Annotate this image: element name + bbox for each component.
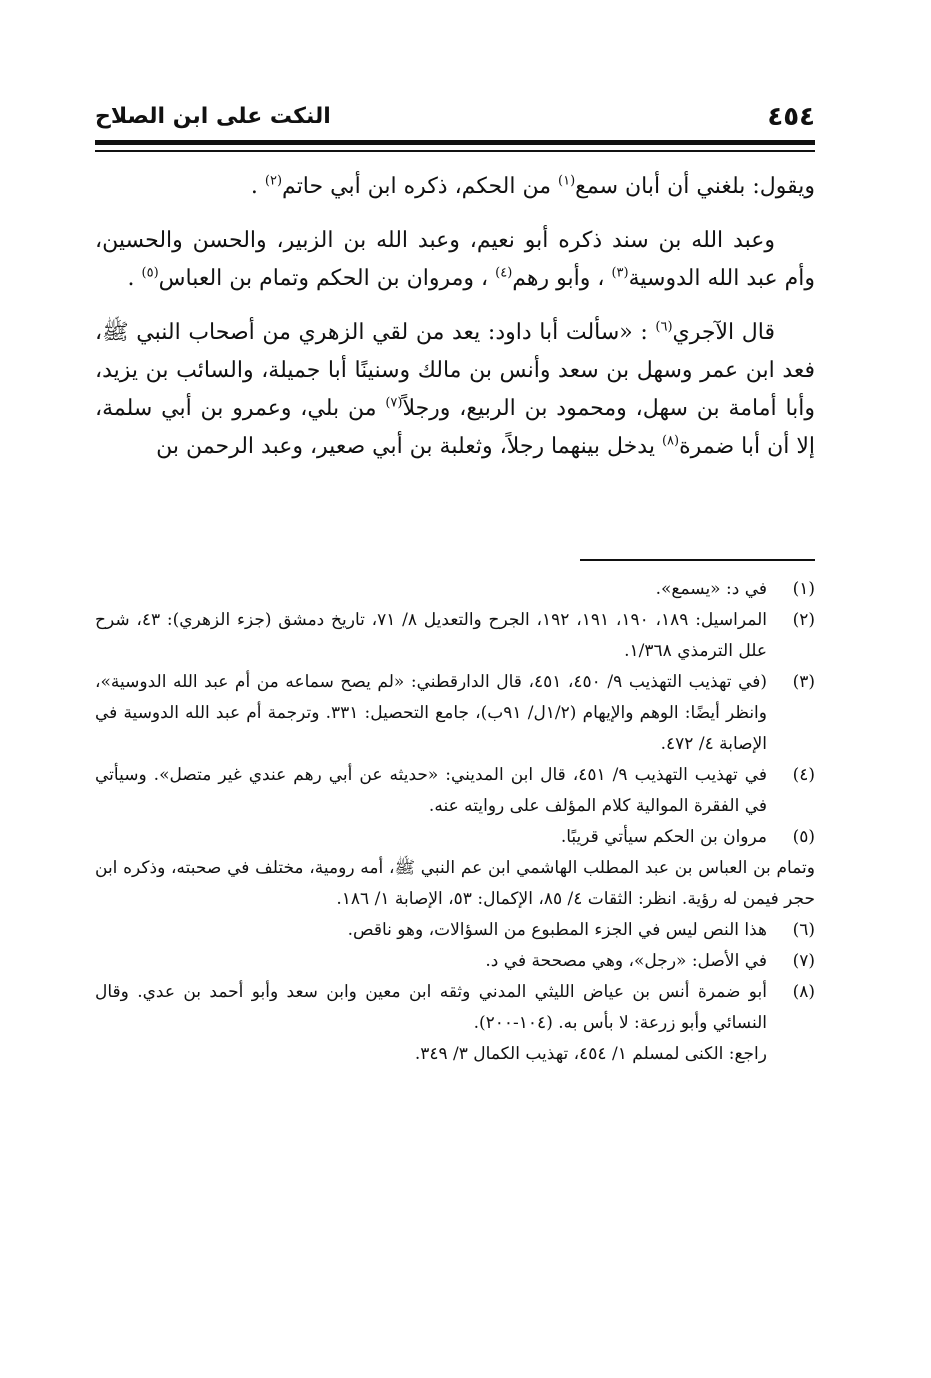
page-header — [95, 100, 815, 136]
footnote-4 — [95, 760, 815, 822]
footnote-ref-2: (٢) — [264, 173, 283, 189]
footnote-ref-5: (٥) — [141, 265, 159, 281]
running-title: النكت على ابن الصلاح — [95, 104, 331, 129]
footnote-1 — [95, 574, 815, 605]
footnote-ref-3: (٣) — [611, 265, 629, 281]
footnote-number: (٢) — [792, 610, 815, 630]
paragraph-1 — [95, 168, 815, 206]
main-text — [95, 168, 815, 466]
footnote-number: (٨) — [792, 982, 815, 1002]
footnote-3 — [95, 667, 815, 760]
paragraph-3 — [95, 314, 815, 466]
footnote-number: (٦) — [792, 920, 815, 940]
text-span: ويقول: بلغني أن أبان سمع — [575, 174, 815, 199]
footnote-ref-8: (٨) — [661, 433, 680, 449]
footnote-text: في د: «يسمع». — [655, 579, 767, 599]
footnote-ref-4: (٤) — [495, 265, 513, 281]
footnote-text: مروان بن الحكم سيأتي قريبًا. — [560, 827, 767, 847]
footnote-ref-6: (٦) — [655, 319, 673, 335]
page-number: ٤٥٤ — [767, 102, 815, 132]
footnote-text: في الأصل: «رجل»، وهي مصححة في د. — [485, 951, 767, 971]
footnote-8 — [95, 977, 815, 1039]
text-span: وعبد الله بن سند ذكره أبو نعيم، وعبد الله بن الزبير، والحسن والحسين، وأم عبد الله الدوسية — [95, 228, 815, 291]
header-rule-thick — [95, 140, 815, 145]
footnote-5 — [95, 822, 815, 853]
footnote-ref-7: (٧) — [385, 395, 403, 411]
text-span: من بلي، وعمرو بن أبي سلمة، إلا أن أبا ضمرة — [95, 396, 815, 459]
text-span: : «سألت أبا داود: يعد من لقي الزهري من أصحاب النبي ﷺ، فعد ابن عمر وسهل بن سعد وأنس بن مالك وسنينًا أبا جميلة، والسائب بن يزيد، وأبا أمامة بن سهل، ومحمود بن الربيع، ورجلاً — [95, 320, 816, 421]
text-span: . — [250, 174, 265, 199]
footnotes — [95, 574, 815, 1070]
text-span: يدخل بينهما رجلاً، وثعلبة بن أبي صعير، وعبد الرحمن بن — [156, 434, 662, 459]
text-span: من الحكم، ذكره ابن أبي حاتم — [282, 174, 559, 199]
footnote-number: (٤) — [792, 765, 815, 785]
header-rule-thin — [95, 150, 815, 152]
text-span: ، ومروان بن الحكم وتمام بن العباس — [158, 266, 496, 291]
text-span: . — [127, 266, 142, 291]
footnote-8-continuation: راجع: الكنى لمسلم ١/ ٤٥٤، تهذيب الكمال ٣/ ٣٤٩. — [414, 1044, 767, 1064]
footnote-2 — [95, 605, 815, 667]
footnote-number: (٣) — [792, 672, 815, 692]
footnote-number: (٧) — [792, 951, 815, 971]
text-span: ، وأبو رهم — [512, 266, 612, 291]
footnote-text: المراسيل: ١٨٩، ١٩٠، ١٩١، ١٩٢، الجرح والتعديل ٨/ ٧١، تاريخ دمشق (جزء الزهري): ٤٣، شرح علل الترمذي ١/٣٦٨. — [95, 610, 768, 661]
footnote-text: هذا النص ليس في الجزء المطبوع من السؤالات، وهو ناقص. — [347, 920, 767, 940]
footnote-number: (٥) — [792, 827, 815, 847]
text-span: قال الآجري — [672, 320, 775, 345]
footnote-6 — [95, 915, 815, 946]
footnote-text: في تهذيب التهذيب ٩/ ٤٥١، قال ابن المديني: «حديثه عن أبي رهم عندي غير متصل». وسيأتي في الفقرة الموالية كلام المؤلف على روايته عنه. — [95, 765, 768, 816]
footnote-5-continuation: وتمام بن العباس بن عبد المطلب الهاشمي ابن عم النبي ﷺ، أمه رومية، مختلف في صحبته، وذكره ابن حجر فيمن له رؤية. انظر: الثقات ٤/ ٨٥، الإكمال: ٥٣، الإصابة ١/ ١٨٦. — [95, 858, 815, 909]
footnote-text: (في تهذيب التهذيب ٩/ ٤٥٠، ٤٥١، قال الدارقطني: «لم يصح سماعه من أم عبد الله الدوسية»، وانظر أيضًا: الوهم والإيهام (١/٢ل/ ٩١ب)، جامع التحصيل: ٣٣١. وترجمة أم عبد الله الدوسية في الإصابة ٤/ ٤٧٢. — [95, 672, 767, 754]
footnote-number: (١) — [792, 579, 815, 599]
paragraph-2 — [95, 222, 815, 298]
footnote-text: أبو ضمرة أنس بن عياض الليثي المدني وثقه ابن معين وابن سعد وأبو أحمد بن عدي. وقال النسائي وأبو زرعة: لا بأس به. (١٠٤-٢٠٠). — [95, 982, 767, 1033]
footnote-ref-1: (١) — [558, 173, 576, 189]
footnote-separator — [580, 559, 815, 561]
footnote-7 — [95, 946, 815, 977]
